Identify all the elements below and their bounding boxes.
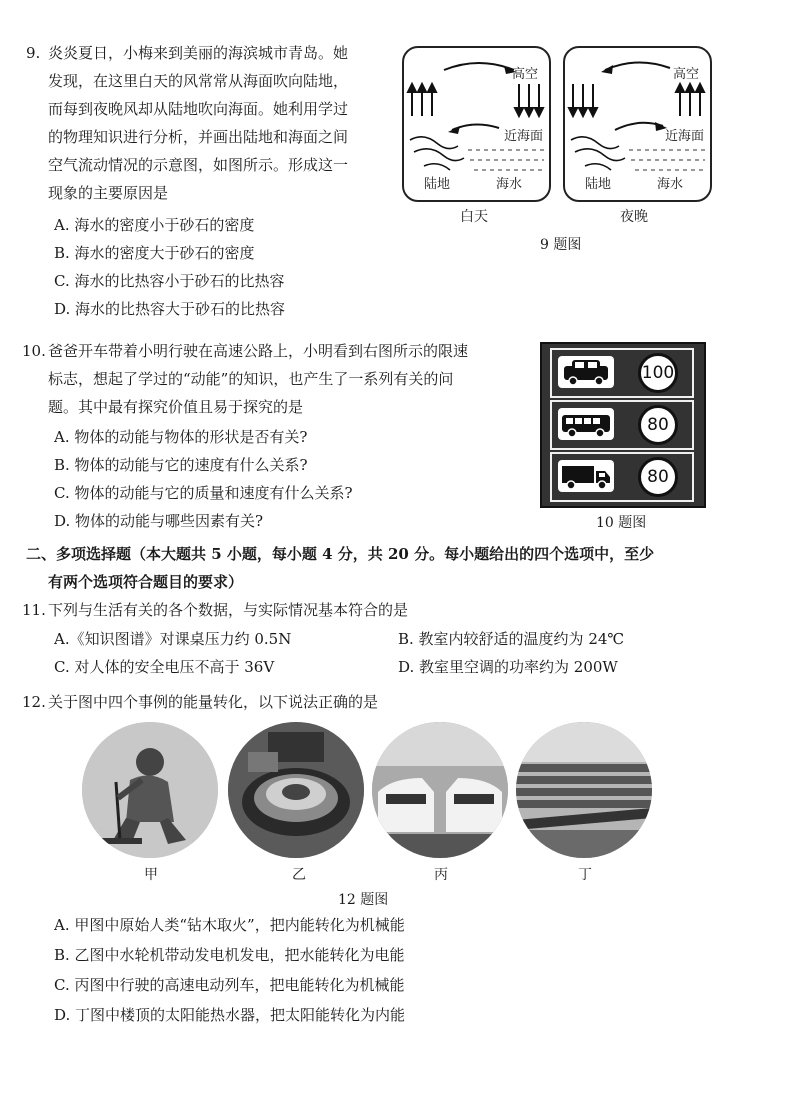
option-d: D. 教室里空调的功率约为 200W — [398, 658, 618, 676]
stem-line: 爸爸开车带着小明行驶在高速公路上，小明看到右图所示的限速 — [48, 342, 469, 360]
high-altitude-label: 高空 — [512, 67, 539, 82]
figure-12-caption: 12 题图 — [338, 892, 389, 908]
sign-row-truck — [550, 452, 694, 502]
photo-label-yi: 乙 — [292, 867, 306, 883]
stem-line: 题。其中最有探究价值且易于探究的是 — [48, 398, 304, 416]
speed-limit-value: 80 — [638, 457, 678, 497]
question-number: 9. — [26, 44, 41, 62]
option-d: D. 海水的比热容大于砂石的比热容 — [54, 300, 286, 318]
section-heading-continued: 有两个选项符合题目的要求） — [48, 573, 244, 591]
photo-water-turbine-generator — [228, 722, 364, 858]
truck-icon — [558, 460, 614, 492]
stem-line: 而每到夜晚风却从陆地吹向海面。她利用学过 — [48, 100, 349, 118]
option-a: A. 物体的动能与物体的形状是否有关? — [54, 428, 308, 446]
photo-label-jia: 甲 — [144, 867, 158, 883]
option-d: D. 丁图中楼顶的太阳能热水器，把太阳能转化为内能 — [54, 1006, 406, 1024]
stem-line: 发现，在这里白天的风常常从海面吹向陆地， — [48, 72, 349, 90]
car-icon — [558, 356, 614, 388]
night-caption: 夜晚 — [620, 209, 648, 225]
figure-9-caption: 9 题图 — [540, 237, 582, 253]
question-number: 10. — [22, 342, 46, 360]
photo-high-speed-electric-trains — [372, 722, 508, 858]
figure-10-caption: 10 题图 — [596, 515, 647, 531]
speed-limit-value: 100 — [638, 353, 678, 393]
land-label: 陆地 — [424, 177, 451, 192]
option-b: B. 海水的密度大于砂石的密度 — [54, 244, 255, 262]
option-c: C. 丙图中行驶的高速电动列车，把电能转化为机械能 — [54, 976, 405, 994]
photo-label-ding: 丁 — [578, 867, 592, 883]
stem-line: 标志，想起了学过的“动能”的知识，也产生了一系列有关的问 — [48, 370, 454, 388]
sea-breeze-day-diagram — [402, 46, 551, 202]
bus-icon — [558, 408, 614, 440]
question-number: 11. — [22, 601, 46, 619]
photo-rooftop-solar-water-heater — [516, 722, 652, 858]
stem-line: 炎炎夏日，小梅来到美丽的海滨城市青岛。她 — [48, 44, 349, 62]
speed-limit-sign — [540, 342, 706, 508]
option-a: A.《知识图谱》对课桌压力约 0.5N — [54, 630, 292, 648]
sea-water-label: 海水 — [496, 177, 523, 192]
option-d: D. 物体的动能与哪些因素有关? — [54, 512, 264, 530]
near-sea-surface-label: 近海面 — [504, 129, 544, 144]
land-label: 陆地 — [585, 177, 612, 192]
near-sea-surface-label: 近海面 — [665, 129, 705, 144]
question-number: 12. — [22, 693, 46, 711]
stem-line: 现象的主要原因是 — [48, 184, 169, 202]
option-c: C. 海水的比热容小于砂石的比热容 — [54, 272, 285, 290]
question-stem: 关于图中四个事例的能量转化，以下说法正确的是 — [48, 693, 379, 711]
option-c: C. 对人体的安全电压不高于 36V — [54, 658, 275, 676]
option-c: C. 物体的动能与它的质量和速度有什么关系? — [54, 484, 353, 502]
stem-line: 空气流动情况的示意图，如图所示。形成这一 — [48, 156, 349, 174]
sign-row-car — [550, 348, 694, 398]
question-stem: 下列与生活有关的各个数据，与实际情况基本符合的是 — [48, 601, 409, 619]
photo-label-bing: 丙 — [434, 867, 448, 883]
option-b: B. 乙图中水轮机带动发电机发电，把水能转化为电能 — [54, 946, 405, 964]
option-b: B. 物体的动能与它的速度有什么关系? — [54, 456, 308, 474]
high-altitude-label: 高空 — [673, 67, 700, 82]
day-caption: 白天 — [460, 209, 488, 225]
section-heading: 二、多项选择题（本大题共 5 小题，每小题 4 分，共 20 分。每小题给出的四个选项中，至少 — [26, 545, 655, 563]
option-b: B. 教室内较舒适的温度约为 24℃ — [398, 630, 625, 648]
speed-limit-value: 80 — [638, 405, 678, 445]
sign-row-bus — [550, 400, 694, 450]
photo-drilling-wood-for-fire — [82, 722, 218, 858]
stem-line: 的物理知识进行分析，并画出陆地和海面之间 — [48, 128, 349, 146]
sea-water-label: 海水 — [657, 177, 684, 192]
land-breeze-night-diagram — [563, 46, 712, 202]
option-a: A. 海水的密度小于砂石的密度 — [54, 216, 255, 234]
option-a: A. 甲图中原始人类“钻木取火”，把内能转化为机械能 — [54, 916, 405, 934]
